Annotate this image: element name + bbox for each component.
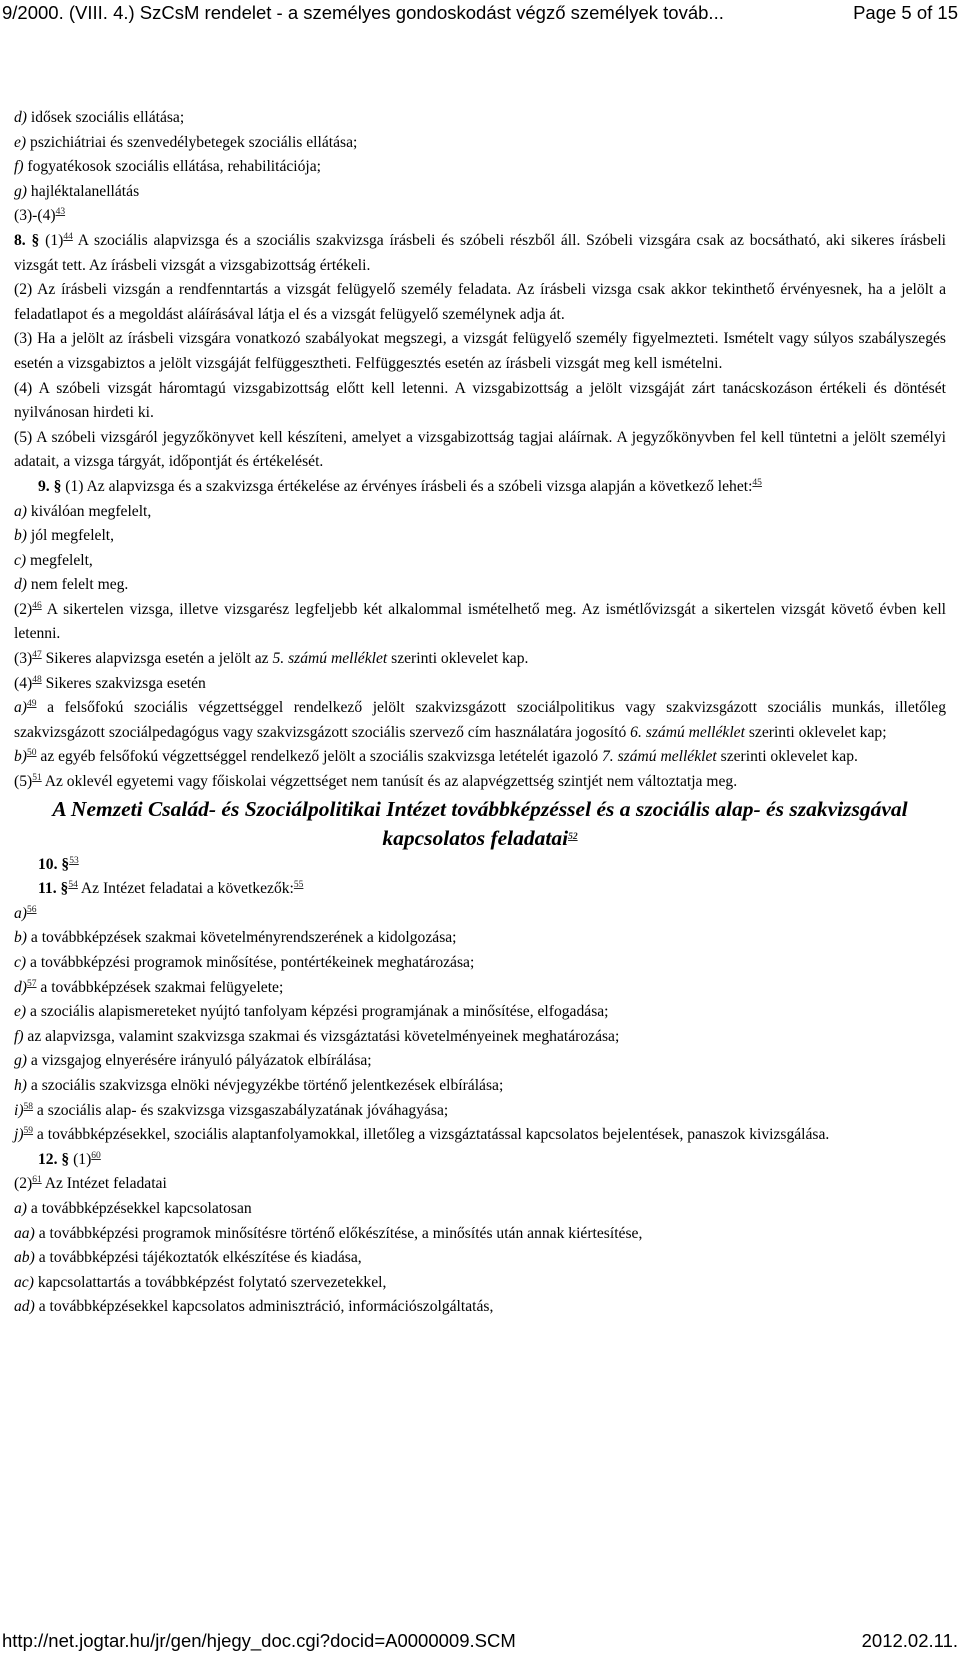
source-url: http://net.jogtar.hu/jr/gen/hjegy_doc.cgi?docid=A0000009.SCM: [2, 1630, 516, 1651]
footnote-link[interactable]: 43: [55, 207, 66, 218]
list-item: e) a szociális alapismereteket nyújtó tanfolyam képzési programjának a minősítése, elfogadása;: [14, 1003, 609, 1021]
section-12-para-1: 12. § (1)$^{60}$: [38, 1150, 101, 1168]
page-indicator: Page 5 of 15: [853, 2, 958, 23]
list-item: a)$^{49}$ a felsőfokú szociális végzettséggel rendelkező jelölt szakvizsgázott szociálpolitikus vagy szakvizsgázott szociális munkás, illetőleg szakvizsgázott szociálpedagógus vagy szakvizsgázott szociális szervező cím használatára jogosító 6. számú melléklet szerinti oklevelet kap;: [14, 699, 946, 741]
footnote-link[interactable]: 50: [27, 748, 37, 759]
list-item: c) megfelelt,: [14, 551, 93, 569]
list-item: ab) a továbbképzési tájékoztatók elkészítése és kiadása,: [14, 1249, 362, 1267]
list-item: a)$^{56}$: [14, 904, 37, 922]
section-9-para-2: (2)$^{46}$ A sikertelen vizsga, illetve vizsgarész legfeljebb két alkalommal ismételhető meg. Az ismétlővizsgát a sikertelen vizsgát követő évben kell letenni.: [14, 600, 946, 643]
list-item: i)$^{58}$ a szociális alap- és szakvizsga vizsgaszabályzatának jóváhagyása;: [14, 1101, 449, 1119]
paragraph: (3)-(4)$^{43}$: [14, 207, 66, 225]
list-item: g) a vizsgajog elnyerésére irányuló pályázatok elbírálása;: [14, 1052, 372, 1070]
section-8-para-5: (5) A szóbeli vizsgáról jegyzőkönyvet kell készíteni, amelyet a vizsgabizottság tagjai aláírnak. A jegyzőkönyvben fel kell tüntetni a jelölt személyi adatait, a vizsga tárgyát, időpontját és értékelését.: [14, 428, 946, 471]
list-item: c) a továbbképzési programok minősítése, pontértékeinek meghatározása;: [14, 954, 475, 971]
list-item: f) az alapvizsga, valamint szakvizsga szakmai és vizsgáztatási követelményeinek meghatározása;: [14, 1027, 620, 1045]
list-item: b) a továbbképzések szakmai követelményrendszerének a kidolgozása;: [14, 929, 457, 947]
footnote-link[interactable]: 58: [23, 1101, 34, 1112]
list-item: d)$^{57}$ a továbbképzések szakmai felügyelete;: [14, 978, 284, 996]
list-item: ad) a továbbképzésekkel kapcsolatos adminisztráció, információszolgáltatás,: [14, 1298, 494, 1316]
list-item: g) hajléktalanellátás: [14, 182, 140, 200]
section-8-para-3: (3) Ha a jelölt az írásbeli vizsgára vonatkozó szabályokat megszegi, a vizsgát felügyelő személy figyelmezteti. Ismételt vagy súlyos szabályszegés esetén a vizsgabiztos a jelölt vizsgáját felfüggesztheti. Felfüggesztés esetén az írásbeli vizsgát meg kell ismételni.: [14, 330, 946, 372]
list-item: h) a szociális szakvizsga elnöki névjegyzékbe történő jelentkezések elbírálása;: [14, 1076, 504, 1094]
list-item: d) idősek szociális ellátása;: [14, 109, 185, 126]
footnote-link[interactable]: 51: [32, 773, 42, 784]
footnote-link[interactable]: 48: [32, 674, 42, 685]
section-8-para-2: (2) Az írásbeli vizsgán a rendfenntartás a vizsgát felügyelő személy feladata. Az írásbeli vizsga csak akkor tekinthető érvényesnek, ha a jelölt a feladatlapot és a megoldást aláírásával látja el és a vizsgát felügyelő személynek adja át.: [14, 281, 946, 323]
footnote-link[interactable]: 59: [23, 1126, 34, 1137]
section-9-para-5: (5)$^{51}$ Az oklevél egyetemi vagy főiskolai végzettséget nem tanúsít és az alapvégzettség szintjét nem változtatja meg.: [14, 773, 738, 791]
footnote-link[interactable]: 45: [752, 477, 762, 488]
footnote-link[interactable]: 55: [293, 880, 304, 891]
section-8-para-1: 8. § (1)$^{44}$ A szociális alapvizsga és a szociális szakvizsga írásbeli és szóbeli részből áll. Szóbeli vizsgára csak az bocsátható, aki sikeres írásbeli vizsgát tett. Az írásbeli vizsgát a vizsgabizottság értékeli.: [14, 231, 946, 274]
document-title: 9/2000. (VIII. 4.) SzCsM rendelet - a személyes gondoskodást végző személyek továb...: [2, 2, 724, 23]
footnote-link[interactable]: 53: [69, 855, 79, 866]
list-item: b)$^{50}$ az egyéb felsőfokú végzettséggel rendelkező jelölt a szociális szakvizsga letételét igazoló 7. számú melléklet szerinti oklevelet kap.: [14, 748, 858, 766]
document-body: [14, 106, 946, 1320]
footnote-link[interactable]: 49: [27, 699, 37, 710]
section-11-intro: 11. §$^{54}$ Az Intézet feladatai a következők:$^{55}$: [38, 880, 304, 898]
section-8-para-4: (4) A szóbeli vizsgát háromtagú vizsgabizottság előtt kell letenni. A vizsgabizottság a jelölt vizsgáját zárt tanácskozáson értékeli és döntését nyilvánosan hirdeti ki.: [14, 379, 946, 422]
section-9-para-3: (3)$^{47}$ Sikeres alapvizsga esetén a jelölt az 5. számú melléklet szerinti oklevelet kap.: [14, 650, 529, 668]
footnote-link[interactable]: 60: [91, 1150, 101, 1161]
section-12-para-2: (2)$^{61}$ Az Intézet feladatai: [14, 1175, 167, 1193]
footnote-link[interactable]: 44: [63, 231, 73, 242]
print-date: 2012.02.11.: [861, 1630, 958, 1651]
list-item: aa) a továbbképzési programok minősítésre történő előkészítése, a minősítés után annak kiértesítése,: [14, 1224, 643, 1242]
list-item: j)$^{59}$ a továbbképzésekkel, szociális alaptanfolyamokkal, illetőleg a vizsgáztatással kapcsolatos bejelentések, panaszok kivizsgálása.: [14, 1126, 830, 1144]
list-item: d) nem felelt meg.: [14, 576, 129, 594]
list-item: a) a továbbképzésekkel kapcsolatosan: [14, 1199, 252, 1217]
footnote-link[interactable]: 46: [32, 600, 42, 611]
section-heading: A Nemzeti Család- és Szociálpolitikai Intézet továbbképzéssel és a szociális alap- és szakvizsgával kapcsolatos feladatai$^{52}$: [52, 796, 908, 850]
list-item: ac) kapcsolattartás a továbbképzést folytató szervezetekkel,: [14, 1273, 387, 1291]
page-header: [2, 2, 958, 24]
footnote-link[interactable]: 56: [27, 904, 37, 915]
footnote-link[interactable]: 47: [32, 650, 42, 661]
section-9-para-4: (4)$^{48}$ Sikeres szakvizsga esetén: [14, 674, 206, 692]
footnote-link[interactable]: 57: [27, 978, 37, 989]
list-item: b) jól megfelelt,: [14, 527, 115, 545]
list-item: f) fogyatékosok szociális ellátása, rehabilitációja;: [14, 158, 322, 176]
section-9-para-1: 9. § (1) Az alapvizsga és a szakvizsga értékelése az érvényes írásbeli és a szóbeli vizsga alapján a következő lehet:$^{45}$: [38, 477, 762, 495]
footnote-link[interactable]: 52: [568, 831, 578, 842]
section-10: 10. §$^{53}$: [38, 855, 79, 873]
list-item: a) kiválóan megfelelt,: [14, 502, 152, 520]
list-item: e) pszichiátriai és szenvedélybetegek szociális ellátása;: [14, 133, 358, 151]
footnote-link[interactable]: 54: [68, 880, 78, 891]
footnote-link[interactable]: 61: [32, 1175, 42, 1186]
page-footer: [2, 1630, 958, 1652]
